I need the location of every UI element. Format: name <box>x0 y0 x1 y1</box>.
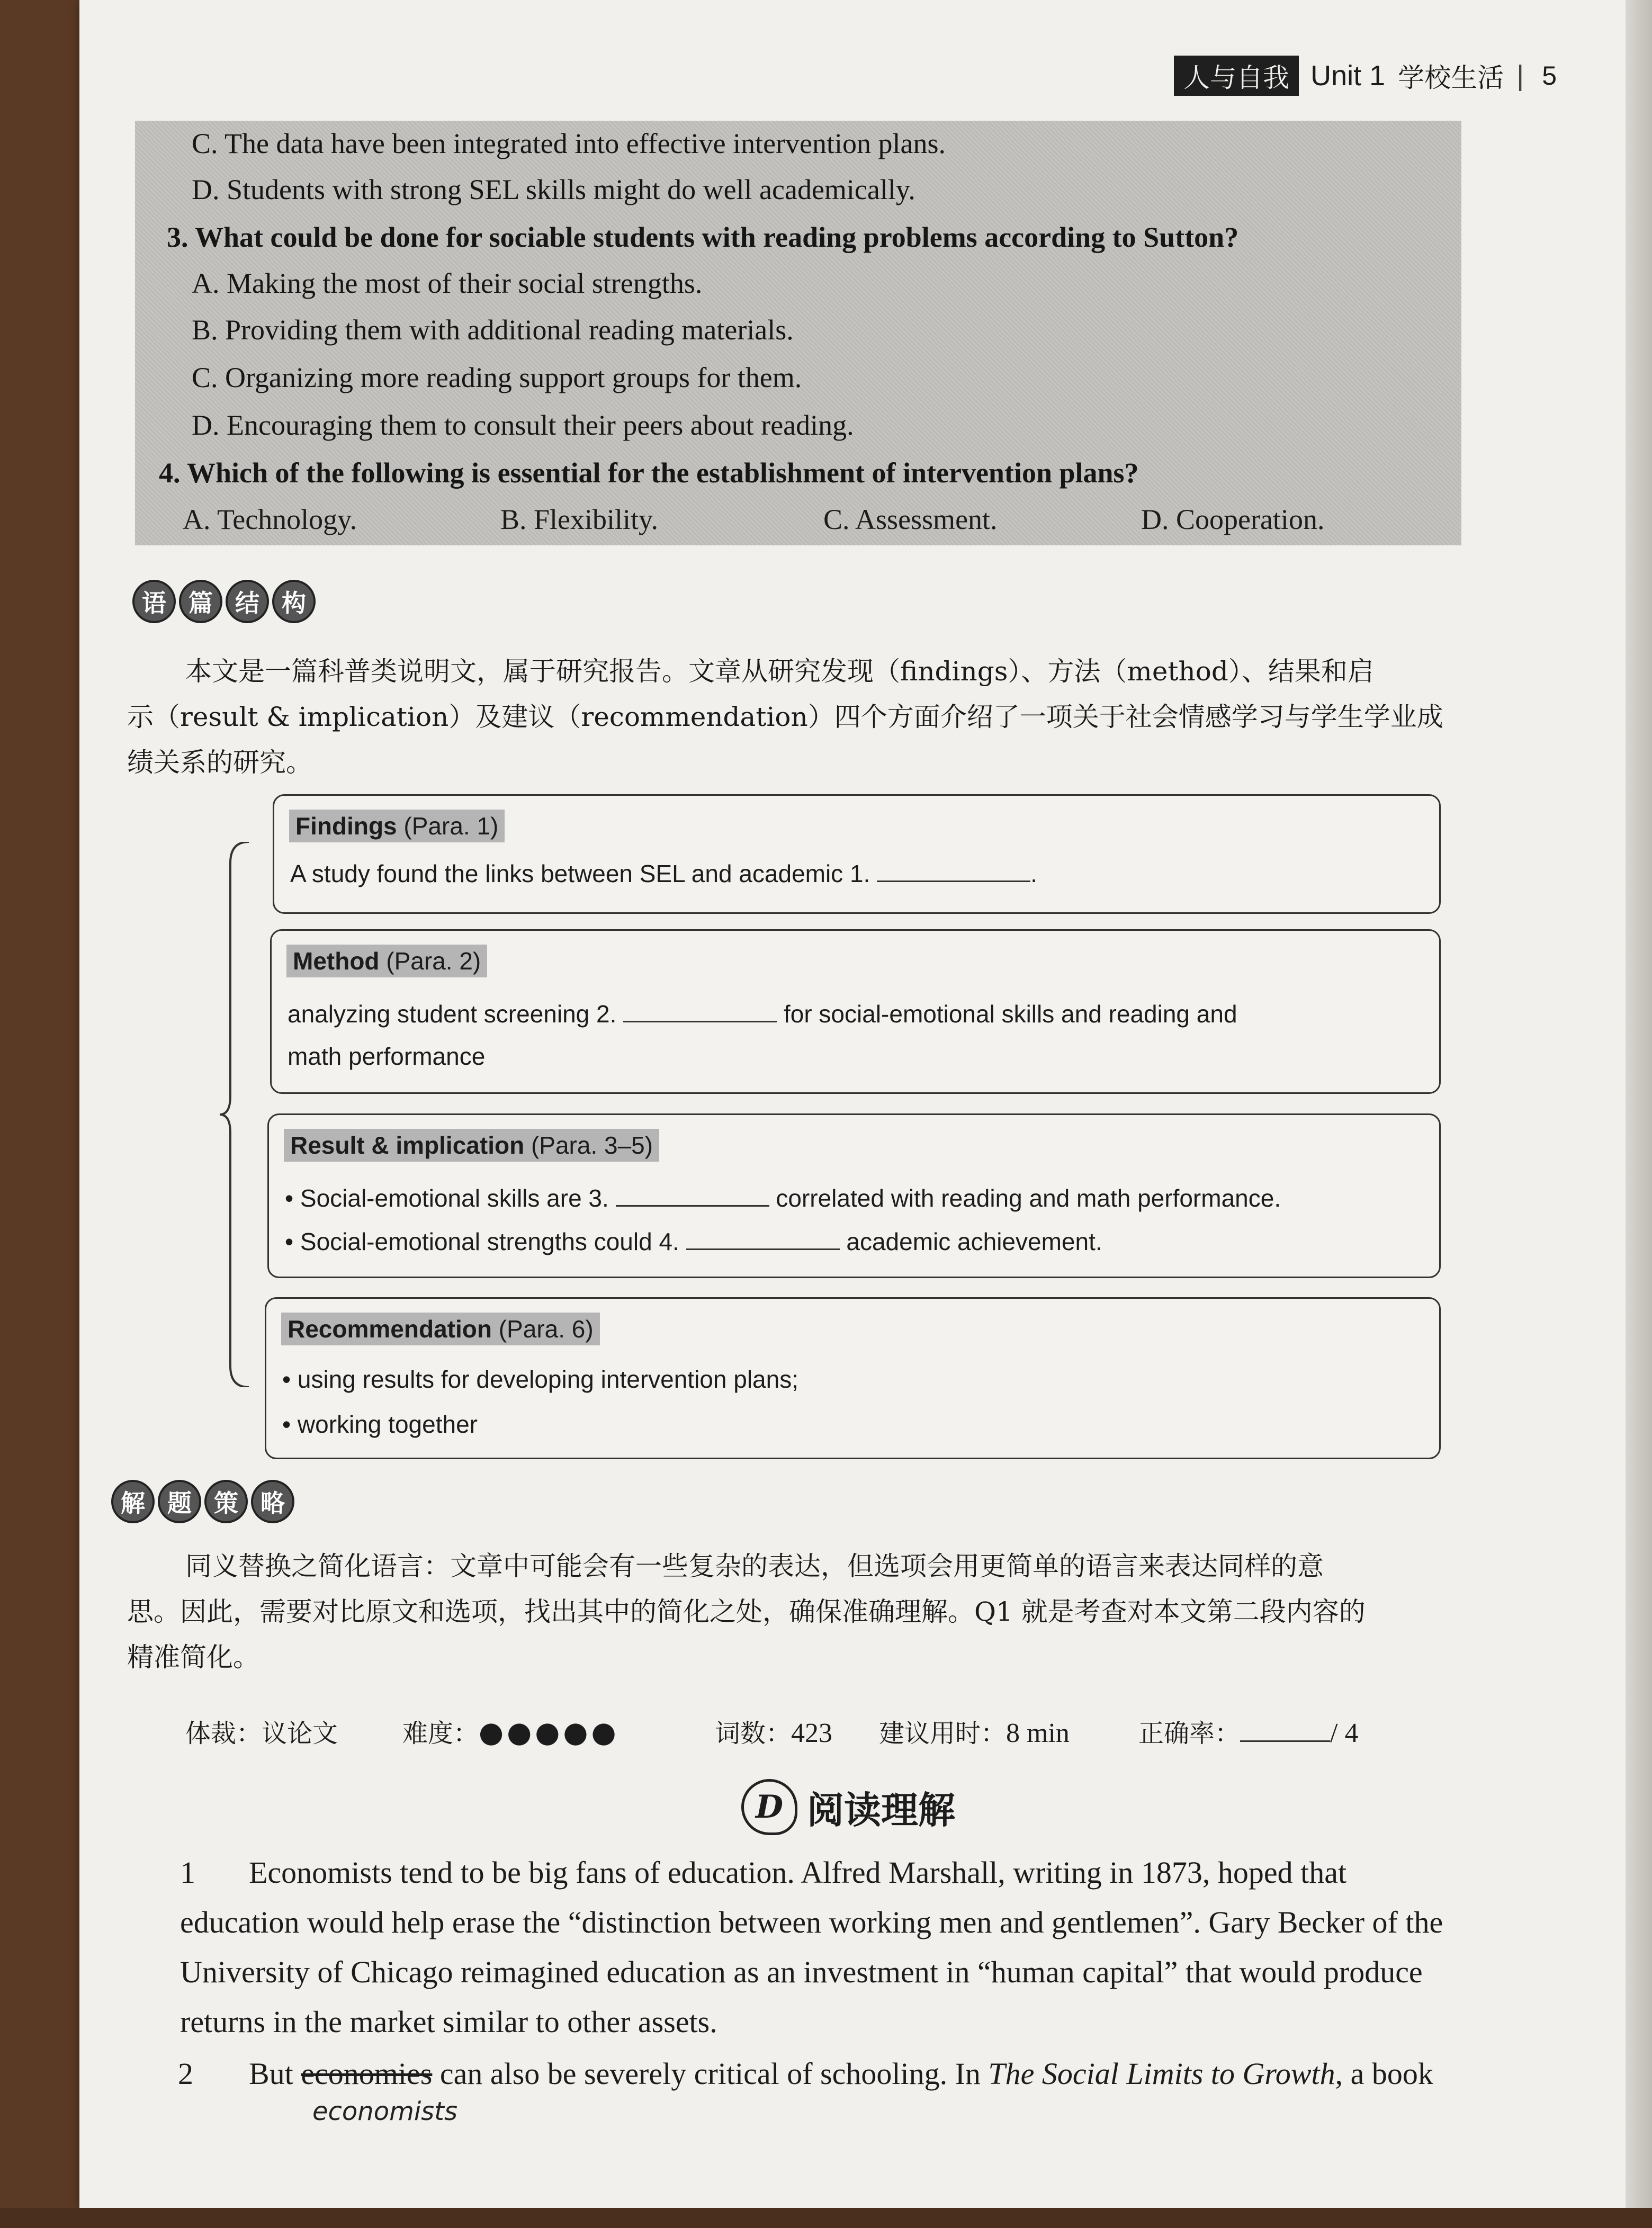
paragraph-1-lines <box>180 1848 1546 2047</box>
findings-line <box>290 859 1037 888</box>
value: 议论文 <box>262 1719 338 1748</box>
text-line: education would help erase the “distinction between working men and gentlemen”. Gary Becker of the <box>180 1905 1443 1939</box>
badge-char: 篇 <box>179 580 222 623</box>
label: 正确率： <box>1138 1719 1241 1748</box>
label: 难度： <box>402 1719 479 1748</box>
q3-option-b: B. Providing them with additional reading materials. <box>192 314 794 346</box>
accuracy-blank[interactable] <box>1240 1719 1330 1742</box>
line-text: • Social-emotional skills are 3. <box>285 1184 609 1212</box>
value: 423 <box>791 1718 833 1748</box>
badge-char: 题 <box>158 1480 201 1523</box>
line-text: A study found the links between SEL and academic 1. <box>290 860 870 887</box>
recommendation-heading <box>281 1313 600 1345</box>
value: / 4 <box>1330 1718 1359 1748</box>
genre <box>185 1713 338 1749</box>
result-line-2 <box>285 1227 1102 1256</box>
answer-blank-1[interactable] <box>877 859 1030 882</box>
theme-tag: 人与自我 <box>1174 56 1299 96</box>
structure-intro <box>127 649 1546 785</box>
text-line: University of Chicago reimagined education as an investment in “human capital” that would produce <box>180 1955 1423 1989</box>
box-para: (Para. 6) <box>498 1315 594 1343</box>
q3-option-c: C. Organizing more reading support groups for them. <box>192 362 802 393</box>
badge-char: 语 <box>132 580 176 623</box>
intro-line: 示（result & implication）及建议（recommendation）四个方面介绍了一项关于社会情感学习与学生学业成 <box>127 702 1443 732</box>
paragraph-2-line <box>180 2049 1615 2099</box>
page-number: 5 <box>1542 61 1557 91</box>
line-text: correlated with reading and math performance. <box>776 1184 1281 1212</box>
text: can also be severely critical of schooling. In <box>439 2056 981 2091</box>
badge-char: 略 <box>251 1480 294 1523</box>
text-line: returns in the market similar to other assets. <box>180 2005 717 2039</box>
intro-line: 本文是一篇科普类说明文，属于研究报告。文章从研究发现（findings）、方法（method）、结果和启 <box>185 656 1374 687</box>
line-text: analyzing student screening 2. <box>288 1000 617 1028</box>
result-box <box>267 1113 1441 1278</box>
box-title: Method <box>293 947 380 975</box>
box-title: Recommendation <box>288 1315 492 1343</box>
q4-option-c: C. Assessment. <box>823 504 998 535</box>
unit-label: Unit 1 <box>1310 60 1386 92</box>
book-title: The Social Limits to Growth <box>988 2056 1335 2091</box>
table-surface <box>0 2208 1652 2228</box>
box-para: (Para. 2) <box>386 947 481 975</box>
line-text: . <box>1030 860 1037 887</box>
method-line-1 <box>288 1000 1237 1028</box>
q4-stem: 4. Which of the following is essential for the establishment of intervention plans? <box>159 457 1139 489</box>
page-header <box>1174 56 1557 96</box>
strategy-badge <box>111 1480 294 1523</box>
difficulty-dots: ●●●●● <box>479 1715 620 1749</box>
q3-option-a: A. Making the most of their social strengths. <box>192 267 703 299</box>
result-heading <box>284 1129 659 1162</box>
strategy-line: 同义替换之简化语言：文章中可能会有一些复杂的表达，但选项会用更简单的语言来表达同样的意 <box>185 1551 1324 1582</box>
header-separator: | <box>1516 60 1524 92</box>
label: 体裁： <box>185 1719 262 1748</box>
suggested-time <box>879 1713 1070 1749</box>
method-box <box>270 929 1441 1094</box>
difficulty <box>402 1713 620 1749</box>
structure-brace <box>220 842 252 1387</box>
q4-option-a: A. Technology. <box>183 504 357 535</box>
intro-line: 绩关系的研究。 <box>127 747 312 778</box>
badge-char: 构 <box>272 580 316 623</box>
reading-title <box>741 1779 955 1835</box>
struck-word: economies <box>301 2056 433 2091</box>
next-page-edge <box>1626 0 1652 2228</box>
accuracy <box>1138 1713 1358 1749</box>
book-d-icon: D <box>741 1779 797 1835</box>
box-para: (Para. 3–5) <box>531 1131 653 1159</box>
strategy-line: 精准简化。 <box>127 1642 259 1673</box>
text: But <box>249 2056 293 2091</box>
box-title: Result & implication <box>290 1131 525 1159</box>
answer-blank-2[interactable] <box>623 1000 777 1022</box>
q2-option-d: D. Students with strong SEL skills might do well academically. <box>192 174 915 205</box>
topic-label: 学校生活 <box>1398 62 1504 93</box>
label: 建议用时： <box>879 1719 1007 1748</box>
box-title: Findings <box>295 812 397 840</box>
badge-char: 结 <box>226 580 269 623</box>
text: , a book <box>1335 2056 1433 2091</box>
label: 词数： <box>715 1719 792 1748</box>
structure-badge <box>132 580 316 623</box>
recommendation-line-2: • working together <box>282 1411 478 1438</box>
box-para: (Para. 1) <box>403 812 499 840</box>
recommendation-line-1: • using results for developing intervention plans; <box>282 1365 799 1393</box>
q3-option-d: D. Encouraging them to consult their peers about reading. <box>192 409 854 441</box>
method-heading <box>286 945 487 977</box>
line-text: for social-emotional skills and reading and <box>783 1000 1237 1028</box>
method-line-2: math performance <box>288 1043 486 1070</box>
strategy-text <box>127 1543 1546 1680</box>
value: 8 min <box>1006 1718 1070 1748</box>
line-text: • Social-emotional strengths could 4. <box>285 1228 679 1255</box>
findings-box <box>273 794 1441 914</box>
recommendation-box <box>265 1297 1441 1459</box>
q4-option-b: B. Flexibility. <box>500 504 659 535</box>
line-text: academic achievement. <box>846 1228 1102 1255</box>
result-line-1 <box>285 1184 1281 1212</box>
findings-heading <box>289 810 505 842</box>
q3-stem: 3. What could be done for sociable students with reading problems according to Sutton? <box>167 221 1239 253</box>
paragraph-number: 2 <box>178 2056 193 2091</box>
q4-option-d: D. Cooperation. <box>1141 504 1325 535</box>
strategy-line: 思。因此，需要对比原文和选项，找出其中的简化之处，确保准确理解。Q1 就是考查对本文第二段内容的 <box>127 1596 1366 1627</box>
answer-blank-3[interactable] <box>616 1184 769 1207</box>
answer-blank-4[interactable] <box>686 1227 840 1250</box>
document-page <box>79 0 1626 2208</box>
word-count <box>715 1713 832 1749</box>
badge-char: 策 <box>204 1480 248 1523</box>
text-line: Economists tend to be big fans of education. Alfred Marshall, writing in 1873, hoped that <box>249 1855 1347 1890</box>
badge-char: 解 <box>111 1480 155 1523</box>
paragraph-number: 1 <box>180 1855 195 1890</box>
handwritten-correction: economists <box>312 2097 458 2126</box>
q2-option-c: C. The data have been integrated into effective intervention plans. <box>192 128 946 159</box>
reading-title-text: 阅读理解 <box>807 1788 955 1832</box>
